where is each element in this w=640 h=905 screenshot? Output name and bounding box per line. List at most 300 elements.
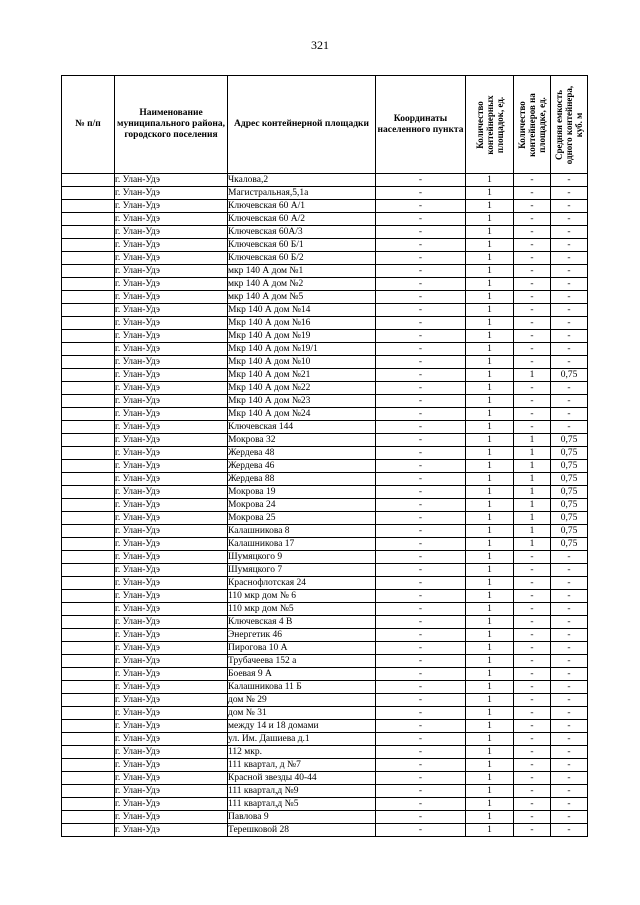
- cell-district: г. Улан-Удэ: [115, 408, 228, 421]
- table-row: [62, 421, 588, 434]
- cell-district: г. Улан-Удэ: [115, 772, 228, 785]
- cell-address: Мкр 140 А дом №16: [228, 317, 376, 330]
- cell-district: г. Улан-Удэ: [115, 681, 228, 694]
- cell-sites: 1: [466, 759, 514, 772]
- cell-sites: 1: [466, 512, 514, 525]
- cell-address: Мокрова 25: [228, 512, 376, 525]
- cell-district: г. Улан-Удэ: [115, 668, 228, 681]
- cell-containers: -: [514, 824, 551, 837]
- cell-coords: -: [376, 564, 466, 577]
- cell-volume: -: [551, 798, 588, 811]
- cell-coords: -: [376, 473, 466, 486]
- table-row: [62, 564, 588, 577]
- table-row: [62, 759, 588, 772]
- cell-address: 111 квартал,д №5: [228, 798, 376, 811]
- cell-volume: -: [551, 265, 588, 278]
- cell-volume: -: [551, 278, 588, 291]
- cell-address: Калашникова 8: [228, 525, 376, 538]
- cell-coords: -: [376, 577, 466, 590]
- cell-coords: -: [376, 733, 466, 746]
- cell-coords: -: [376, 590, 466, 603]
- table-row: [62, 499, 588, 512]
- cell-address: 111 квартал, д №7: [228, 759, 376, 772]
- cell-coords: -: [376, 252, 466, 265]
- cell-containers: 1: [514, 538, 551, 551]
- table-row: [62, 356, 588, 369]
- cell-coords: -: [376, 304, 466, 317]
- cell-sites: 1: [466, 785, 514, 798]
- cell-address: Магистральная,5,1а: [228, 187, 376, 200]
- cell-volume: -: [551, 343, 588, 356]
- cell-coords: -: [376, 629, 466, 642]
- table-row: [62, 330, 588, 343]
- cell-district: г. Улан-Удэ: [115, 213, 228, 226]
- cell-num: [62, 421, 115, 434]
- cell-address: Пирогова 10 А: [228, 642, 376, 655]
- cell-volume: -: [551, 694, 588, 707]
- cell-num: [62, 356, 115, 369]
- cell-sites: 1: [466, 369, 514, 382]
- cell-address: Мкр 140 А дом №14: [228, 304, 376, 317]
- cell-coords: -: [376, 395, 466, 408]
- cell-volume: -: [551, 746, 588, 759]
- table-row: [62, 278, 588, 291]
- cell-num: [62, 655, 115, 668]
- cell-coords: -: [376, 447, 466, 460]
- cell-district: г. Улан-Удэ: [115, 525, 228, 538]
- cell-containers: -: [514, 564, 551, 577]
- cell-containers: -: [514, 798, 551, 811]
- cell-coords: -: [376, 421, 466, 434]
- cell-num: [62, 213, 115, 226]
- cell-address: 110 мкр дом № 6: [228, 590, 376, 603]
- cell-coords: -: [376, 811, 466, 824]
- table-row: [62, 707, 588, 720]
- cell-containers: 1: [514, 525, 551, 538]
- cell-containers: -: [514, 577, 551, 590]
- cell-coords: -: [376, 499, 466, 512]
- table-row: [62, 434, 588, 447]
- cell-coords: -: [376, 694, 466, 707]
- cell-volume: -: [551, 356, 588, 369]
- cell-num: [62, 187, 115, 200]
- cell-district: г. Улан-Удэ: [115, 278, 228, 291]
- cell-volume: -: [551, 603, 588, 616]
- cell-volume: -: [551, 668, 588, 681]
- table-row: [62, 785, 588, 798]
- table-row: [62, 512, 588, 525]
- cell-district: г. Улан-Удэ: [115, 564, 228, 577]
- cell-address: 111 квартал,д №9: [228, 785, 376, 798]
- cell-num: [62, 291, 115, 304]
- cell-address: Калашникова 11 Б: [228, 681, 376, 694]
- cell-sites: 1: [466, 668, 514, 681]
- cell-coords: -: [376, 512, 466, 525]
- cell-address: Ключевская 60 А/1: [228, 200, 376, 213]
- cell-sites: 1: [466, 772, 514, 785]
- cell-address: Мкр 140 А дом №22: [228, 382, 376, 395]
- cell-containers: -: [514, 317, 551, 330]
- cell-volume: -: [551, 252, 588, 265]
- cell-containers: -: [514, 603, 551, 616]
- table-row: [62, 174, 588, 187]
- cell-district: г. Улан-Удэ: [115, 382, 228, 395]
- cell-containers: -: [514, 421, 551, 434]
- table-row: [62, 824, 588, 837]
- cell-volume: -: [551, 226, 588, 239]
- cell-volume: -: [551, 174, 588, 187]
- cell-containers: -: [514, 239, 551, 252]
- cell-volume: 0,75: [551, 512, 588, 525]
- cell-address: Мкр 140 А дом №23: [228, 395, 376, 408]
- cell-volume: 0,75: [551, 460, 588, 473]
- cell-containers: -: [514, 213, 551, 226]
- cell-district: г. Улан-Удэ: [115, 291, 228, 304]
- container-sites-table: [61, 75, 588, 837]
- cell-district: г. Улан-Удэ: [115, 265, 228, 278]
- cell-containers: -: [514, 629, 551, 642]
- cell-address: Мкр 140 А дом №19/1: [228, 343, 376, 356]
- cell-num: [62, 382, 115, 395]
- cell-coords: -: [376, 460, 466, 473]
- cell-volume: -: [551, 330, 588, 343]
- cell-address: между 14 и 18 домами: [228, 720, 376, 733]
- table-row: [62, 798, 588, 811]
- header-count-containers: [514, 76, 551, 174]
- table-row: [62, 538, 588, 551]
- cell-containers: -: [514, 772, 551, 785]
- cell-district: г. Улан-Удэ: [115, 486, 228, 499]
- header-avg-volume-label: Средняя емкость одного контейнера, куб. м: [554, 85, 584, 164]
- cell-sites: 1: [466, 226, 514, 239]
- cell-sites: 1: [466, 499, 514, 512]
- cell-volume: -: [551, 577, 588, 590]
- table-row: [62, 551, 588, 564]
- cell-containers: -: [514, 252, 551, 265]
- cell-district: г. Улан-Удэ: [115, 512, 228, 525]
- cell-num: [62, 785, 115, 798]
- cell-containers: -: [514, 304, 551, 317]
- cell-address: ул. Им. Дашиева д.1: [228, 733, 376, 746]
- cell-coords: -: [376, 343, 466, 356]
- cell-num: [62, 265, 115, 278]
- table-row: [62, 772, 588, 785]
- cell-district: г. Улан-Удэ: [115, 304, 228, 317]
- cell-num: [62, 564, 115, 577]
- cell-district: г. Улан-Удэ: [115, 707, 228, 720]
- cell-coords: -: [376, 759, 466, 772]
- cell-containers: 1: [514, 447, 551, 460]
- cell-district: г. Улан-Удэ: [115, 369, 228, 382]
- cell-num: [62, 772, 115, 785]
- cell-containers: -: [514, 551, 551, 564]
- cell-sites: 1: [466, 798, 514, 811]
- cell-address: Шумяцкого 7: [228, 564, 376, 577]
- cell-containers: 1: [514, 369, 551, 382]
- table-row: [62, 304, 588, 317]
- cell-district: г. Улан-Удэ: [115, 733, 228, 746]
- cell-coords: -: [376, 174, 466, 187]
- cell-coords: -: [376, 226, 466, 239]
- cell-num: [62, 746, 115, 759]
- cell-sites: 1: [466, 577, 514, 590]
- cell-address: 110 мкр дом №5: [228, 603, 376, 616]
- header-count-sites: [466, 76, 514, 174]
- cell-coords: -: [376, 434, 466, 447]
- cell-num: [62, 616, 115, 629]
- header-num: № п/п: [62, 76, 115, 174]
- cell-sites: 1: [466, 187, 514, 200]
- cell-volume: 0,75: [551, 447, 588, 460]
- table-row: [62, 616, 588, 629]
- cell-containers: -: [514, 174, 551, 187]
- cell-volume: -: [551, 590, 588, 603]
- table-row: [62, 343, 588, 356]
- cell-address: Трубачеева 152 а: [228, 655, 376, 668]
- table-row: [62, 187, 588, 200]
- cell-address: Боевая 9 А: [228, 668, 376, 681]
- cell-coords: -: [376, 551, 466, 564]
- table-row: [62, 694, 588, 707]
- cell-district: г. Улан-Удэ: [115, 499, 228, 512]
- cell-num: [62, 499, 115, 512]
- cell-coords: -: [376, 356, 466, 369]
- cell-district: г. Улан-Удэ: [115, 616, 228, 629]
- cell-sites: 1: [466, 590, 514, 603]
- cell-district: г. Улан-Удэ: [115, 655, 228, 668]
- cell-coords: -: [376, 291, 466, 304]
- cell-address: Ключевская 144: [228, 421, 376, 434]
- cell-volume: -: [551, 629, 588, 642]
- cell-containers: -: [514, 382, 551, 395]
- table-row: [62, 590, 588, 603]
- cell-address: 112 мкр.: [228, 746, 376, 759]
- cell-sites: 1: [466, 421, 514, 434]
- cell-volume: -: [551, 681, 588, 694]
- cell-sites: 1: [466, 642, 514, 655]
- cell-volume: 0,75: [551, 486, 588, 499]
- cell-volume: 0,75: [551, 499, 588, 512]
- cell-volume: -: [551, 759, 588, 772]
- cell-volume: -: [551, 291, 588, 304]
- cell-address: Мкр 140 А дом №10: [228, 356, 376, 369]
- cell-coords: -: [376, 603, 466, 616]
- cell-district: г. Улан-Удэ: [115, 642, 228, 655]
- cell-sites: 1: [466, 603, 514, 616]
- cell-containers: 1: [514, 460, 551, 473]
- cell-coords: -: [376, 785, 466, 798]
- table-row: [62, 668, 588, 681]
- cell-num: [62, 720, 115, 733]
- cell-sites: 1: [466, 486, 514, 499]
- cell-volume: -: [551, 564, 588, 577]
- cell-coords: -: [376, 330, 466, 343]
- table-row: [62, 369, 588, 382]
- table-row: [62, 200, 588, 213]
- table-row: [62, 447, 588, 460]
- cell-sites: 1: [466, 330, 514, 343]
- cell-address: Мокрова 19: [228, 486, 376, 499]
- table-row: [62, 239, 588, 252]
- cell-num: [62, 174, 115, 187]
- cell-num: [62, 447, 115, 460]
- cell-district: г. Улан-Удэ: [115, 460, 228, 473]
- header-coords: Координаты населенного пункта: [376, 76, 466, 174]
- cell-volume: -: [551, 187, 588, 200]
- cell-district: г. Улан-Удэ: [115, 473, 228, 486]
- cell-district: г. Улан-Удэ: [115, 317, 228, 330]
- cell-containers: -: [514, 395, 551, 408]
- table-row: [62, 395, 588, 408]
- cell-num: [62, 551, 115, 564]
- cell-containers: -: [514, 694, 551, 707]
- cell-sites: 1: [466, 811, 514, 824]
- cell-num: [62, 668, 115, 681]
- header-address: Адрес контейнерной площадки: [228, 76, 376, 174]
- cell-containers: -: [514, 408, 551, 421]
- table-body: [62, 174, 588, 837]
- cell-sites: 1: [466, 616, 514, 629]
- cell-coords: -: [376, 681, 466, 694]
- header-avg-volume: [551, 76, 588, 174]
- cell-containers: -: [514, 720, 551, 733]
- cell-sites: 1: [466, 447, 514, 460]
- cell-containers: 1: [514, 486, 551, 499]
- cell-containers: -: [514, 811, 551, 824]
- cell-coords: -: [376, 408, 466, 421]
- cell-district: г. Улан-Удэ: [115, 200, 228, 213]
- cell-volume: -: [551, 551, 588, 564]
- table-row: [62, 811, 588, 824]
- cell-volume: -: [551, 733, 588, 746]
- cell-num: [62, 460, 115, 473]
- cell-district: г. Улан-Удэ: [115, 434, 228, 447]
- cell-num: [62, 538, 115, 551]
- cell-volume: -: [551, 785, 588, 798]
- table-row: [62, 473, 588, 486]
- cell-num: [62, 629, 115, 642]
- cell-district: г. Улан-Удэ: [115, 395, 228, 408]
- cell-num: [62, 603, 115, 616]
- cell-num: [62, 278, 115, 291]
- cell-coords: -: [376, 317, 466, 330]
- cell-num: [62, 473, 115, 486]
- cell-address: Ключевская 60 А/2: [228, 213, 376, 226]
- cell-containers: -: [514, 785, 551, 798]
- cell-address: Мокрова 32: [228, 434, 376, 447]
- cell-sites: 1: [466, 382, 514, 395]
- table-row: [62, 720, 588, 733]
- cell-sites: 1: [466, 473, 514, 486]
- table-row: [62, 603, 588, 616]
- cell-coords: -: [376, 668, 466, 681]
- cell-containers: -: [514, 590, 551, 603]
- cell-coords: -: [376, 642, 466, 655]
- cell-address: Шумяцкого 9: [228, 551, 376, 564]
- cell-num: [62, 759, 115, 772]
- cell-volume: 0,75: [551, 473, 588, 486]
- table-row: [62, 291, 588, 304]
- table-row: [62, 733, 588, 746]
- cell-sites: 1: [466, 564, 514, 577]
- cell-sites: 1: [466, 694, 514, 707]
- cell-volume: -: [551, 824, 588, 837]
- cell-num: [62, 239, 115, 252]
- cell-address: дом № 29: [228, 694, 376, 707]
- cell-sites: 1: [466, 252, 514, 265]
- cell-district: г. Улан-Удэ: [115, 720, 228, 733]
- cell-containers: -: [514, 733, 551, 746]
- cell-address: Мкр 140 А дом №19: [228, 330, 376, 343]
- header-count-sites-label: Количество контейнерных площадок, ед.: [474, 94, 505, 155]
- cell-containers: -: [514, 668, 551, 681]
- cell-volume: 0,75: [551, 538, 588, 551]
- cell-containers: 1: [514, 473, 551, 486]
- cell-num: [62, 824, 115, 837]
- cell-address: Мокрова 24: [228, 499, 376, 512]
- cell-containers: -: [514, 187, 551, 200]
- cell-address: Мкр 140 А дом №21: [228, 369, 376, 382]
- cell-volume: -: [551, 616, 588, 629]
- cell-sites: 1: [466, 551, 514, 564]
- cell-containers: -: [514, 616, 551, 629]
- cell-address: дом № 31: [228, 707, 376, 720]
- cell-volume: -: [551, 239, 588, 252]
- cell-address: Павлова 9: [228, 811, 376, 824]
- cell-address: Краснофлотская 24: [228, 577, 376, 590]
- cell-volume: 0,75: [551, 369, 588, 382]
- cell-address: Ключевская 4 В: [228, 616, 376, 629]
- cell-containers: -: [514, 642, 551, 655]
- cell-address: Чкалова,2: [228, 174, 376, 187]
- cell-district: г. Улан-Удэ: [115, 629, 228, 642]
- cell-coords: -: [376, 720, 466, 733]
- cell-containers: -: [514, 200, 551, 213]
- page-number: 321: [311, 38, 329, 52]
- cell-sites: 1: [466, 343, 514, 356]
- cell-num: [62, 343, 115, 356]
- cell-address: мкр 140 А дом №1: [228, 265, 376, 278]
- cell-district: г. Улан-Удэ: [115, 603, 228, 616]
- cell-volume: -: [551, 317, 588, 330]
- cell-sites: 1: [466, 629, 514, 642]
- cell-sites: 1: [466, 746, 514, 759]
- cell-containers: -: [514, 278, 551, 291]
- cell-sites: 1: [466, 434, 514, 447]
- cell-district: г. Улан-Удэ: [115, 551, 228, 564]
- cell-district: г. Улан-Удэ: [115, 226, 228, 239]
- cell-district: г. Улан-Удэ: [115, 785, 228, 798]
- cell-containers: -: [514, 746, 551, 759]
- cell-coords: -: [376, 772, 466, 785]
- cell-num: [62, 681, 115, 694]
- cell-volume: -: [551, 304, 588, 317]
- cell-num: [62, 486, 115, 499]
- cell-sites: 1: [466, 681, 514, 694]
- cell-num: [62, 252, 115, 265]
- cell-district: г. Улан-Удэ: [115, 694, 228, 707]
- cell-containers: -: [514, 330, 551, 343]
- cell-sites: 1: [466, 733, 514, 746]
- cell-sites: 1: [466, 395, 514, 408]
- table-row: [62, 252, 588, 265]
- cell-sites: 1: [466, 317, 514, 330]
- cell-coords: -: [376, 265, 466, 278]
- cell-volume: -: [551, 408, 588, 421]
- cell-district: г. Улан-Удэ: [115, 187, 228, 200]
- cell-volume: 0,75: [551, 525, 588, 538]
- cell-district: г. Улан-Удэ: [115, 330, 228, 343]
